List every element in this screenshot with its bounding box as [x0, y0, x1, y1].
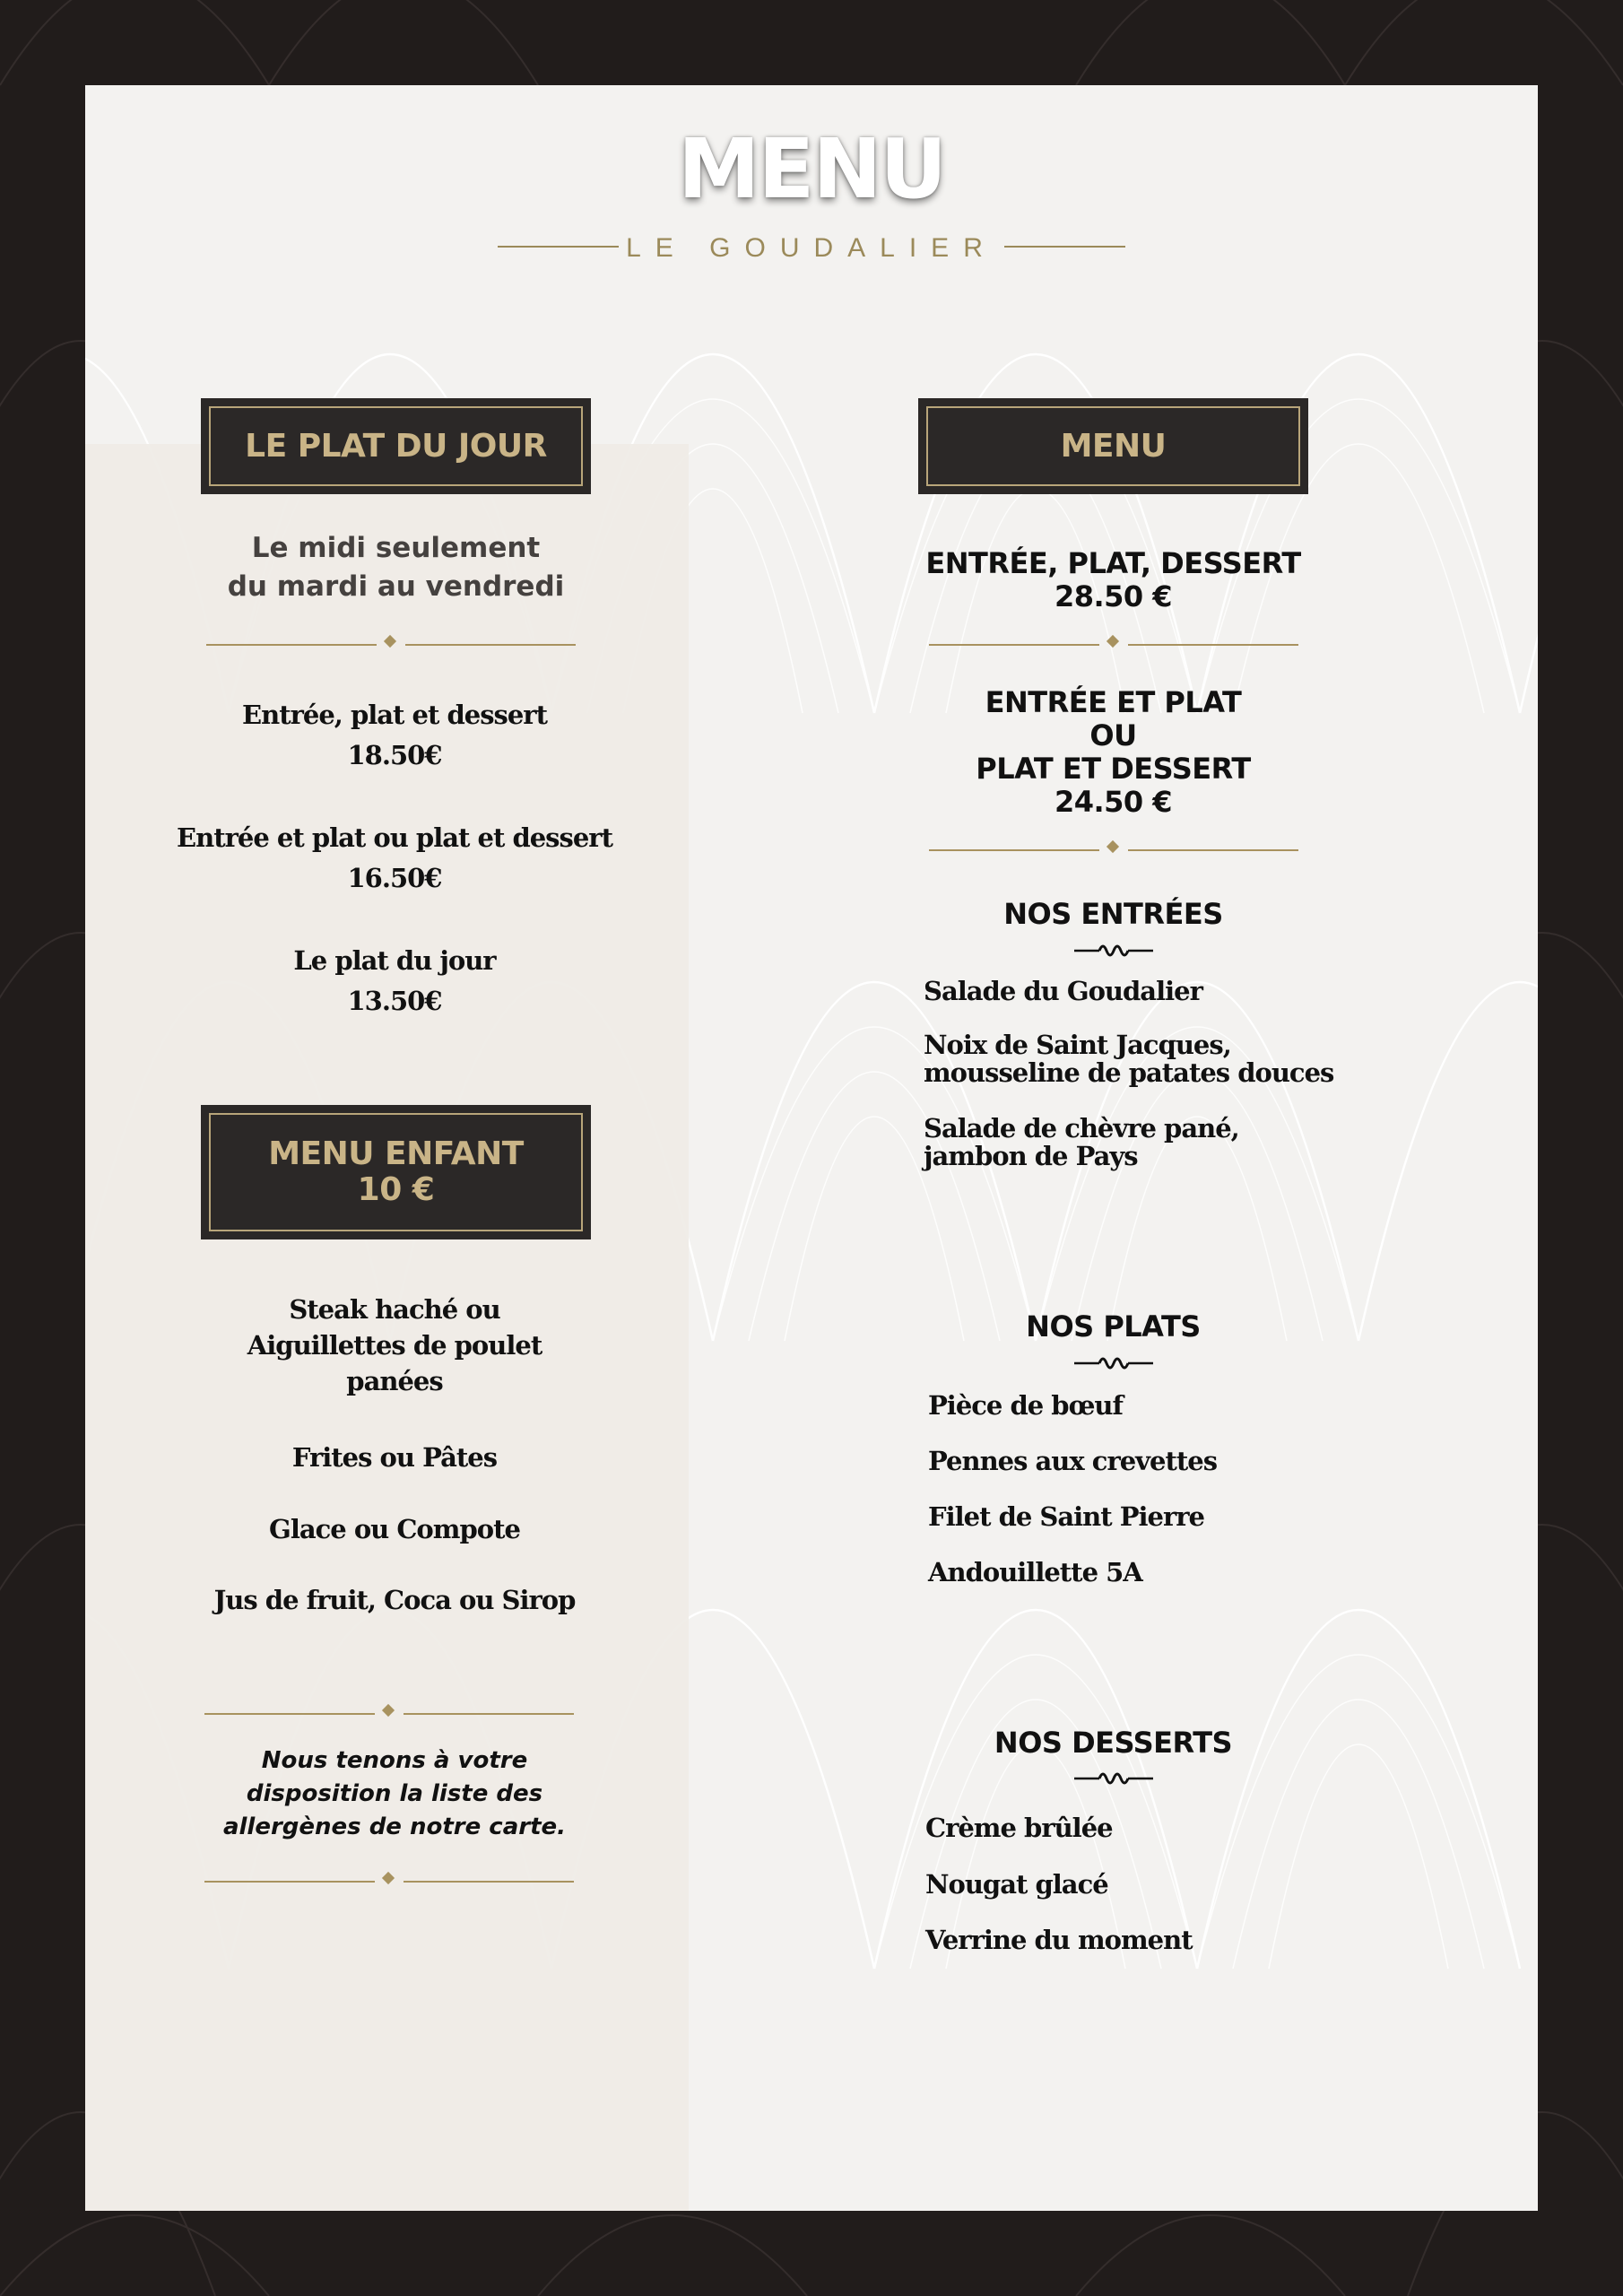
offer-label: Le plat du jour [293, 945, 496, 976]
offer-price: 18.50€ [347, 740, 442, 770]
formula-full [892, 547, 1334, 613]
formula-label: OU [1089, 718, 1137, 752]
offer-label: Entrée, plat et dessert [242, 700, 547, 730]
formula-two [892, 686, 1334, 819]
plat-item: Pennes aux crevettes [928, 1446, 1218, 1476]
kids-item [175, 1438, 614, 1478]
entree-item-line: Salade de chèvre pané, [924, 1113, 1239, 1144]
formula-label: ENTRÉE ET PLAT [985, 685, 1242, 719]
kids-item-line: Steak haché ou [289, 1294, 500, 1325]
offer-item [139, 818, 650, 899]
formula-label: PLAT ET DESSERT [976, 752, 1251, 786]
formula-label: ENTRÉE, PLAT, DESSERT [925, 546, 1301, 580]
offer-price: 16.50€ [347, 863, 442, 893]
kids-item [157, 1580, 632, 1621]
kids-item-line: Glace ou Compote [269, 1514, 520, 1544]
menu-enfant-price: 10 € [357, 1171, 435, 1208]
divider [204, 1873, 574, 1891]
section-heading-plats: NOS PLATS [1026, 1309, 1201, 1344]
menu-heading: MENU [1060, 427, 1167, 465]
entree-item [924, 1115, 1462, 1170]
menu-header [918, 398, 1308, 494]
offer-price: 13.50€ [347, 986, 442, 1016]
lunch-note [201, 529, 591, 606]
allergen-note [175, 1744, 614, 1844]
divider [929, 636, 1298, 654]
kids-item [175, 1292, 614, 1399]
menu-sheet [85, 85, 1538, 2211]
plat-item: Andouillette 5A [928, 1557, 1142, 1587]
restaurant-name: LE GOUDALIER [626, 233, 997, 263]
lunch-note-line: du mardi au vendredi [227, 570, 565, 603]
entree-item [924, 1031, 1462, 1087]
offer-item [175, 941, 614, 1022]
dessert-item: Verrine du moment [925, 1925, 1193, 1955]
kids-item-line: Frites ou Pâtes [291, 1442, 498, 1473]
flourish-ornament-icon [1072, 1766, 1155, 1787]
subtitle-row [498, 233, 1125, 263]
dessert-item: Crème brûlée [925, 1813, 1113, 1843]
dessert-item: Nougat glacé [925, 1869, 1108, 1900]
entree-item: Salade du Goudalier [924, 976, 1202, 1006]
allergen-note-line: disposition la liste des [246, 1780, 543, 1807]
kids-item-line: Aiguillettes de poulet [247, 1330, 542, 1361]
lunch-note-line: Le midi seulement [251, 532, 541, 564]
kids-item-line: Jus de fruit, Coca ou Sirop [213, 1585, 576, 1615]
plat-item: Filet de Saint Pierre [928, 1501, 1204, 1532]
formula-price: 28.50 € [1054, 579, 1173, 613]
kids-item [175, 1509, 614, 1550]
plat-du-jour-heading: LE PLAT DU JOUR [245, 427, 547, 465]
menu-enfant-header [201, 1105, 591, 1239]
offer-label: Entrée et plat ou plat et dessert [177, 822, 612, 853]
allergen-note-line: Nous tenons à votre [261, 1747, 528, 1774]
divider [204, 1705, 574, 1723]
offer-item [175, 695, 614, 776]
divider [929, 841, 1298, 859]
kids-item-line: panées [346, 1366, 443, 1396]
section-heading-desserts: NOS DESSERTS [994, 1726, 1233, 1760]
divider [206, 636, 576, 654]
entree-item-line: mousseline de patates douces [924, 1057, 1334, 1088]
entree-item-line: jambon de Pays [924, 1141, 1138, 1171]
section-heading-entrees: NOS ENTRÉES [1003, 897, 1223, 931]
page-title: MENU [677, 121, 946, 217]
formula-price: 24.50 € [1054, 785, 1173, 819]
entree-item-line: Noix de Saint Jacques, [924, 1030, 1231, 1060]
flourish-ornament-icon [1072, 938, 1155, 960]
menu-enfant-heading: MENU ENFANT [268, 1135, 524, 1172]
plat-du-jour-header [201, 398, 591, 494]
flourish-ornament-icon [1072, 1351, 1155, 1372]
allergen-note-line: allergènes de notre carte. [222, 1813, 567, 1840]
plat-item: Pièce de bœuf [928, 1390, 1123, 1421]
